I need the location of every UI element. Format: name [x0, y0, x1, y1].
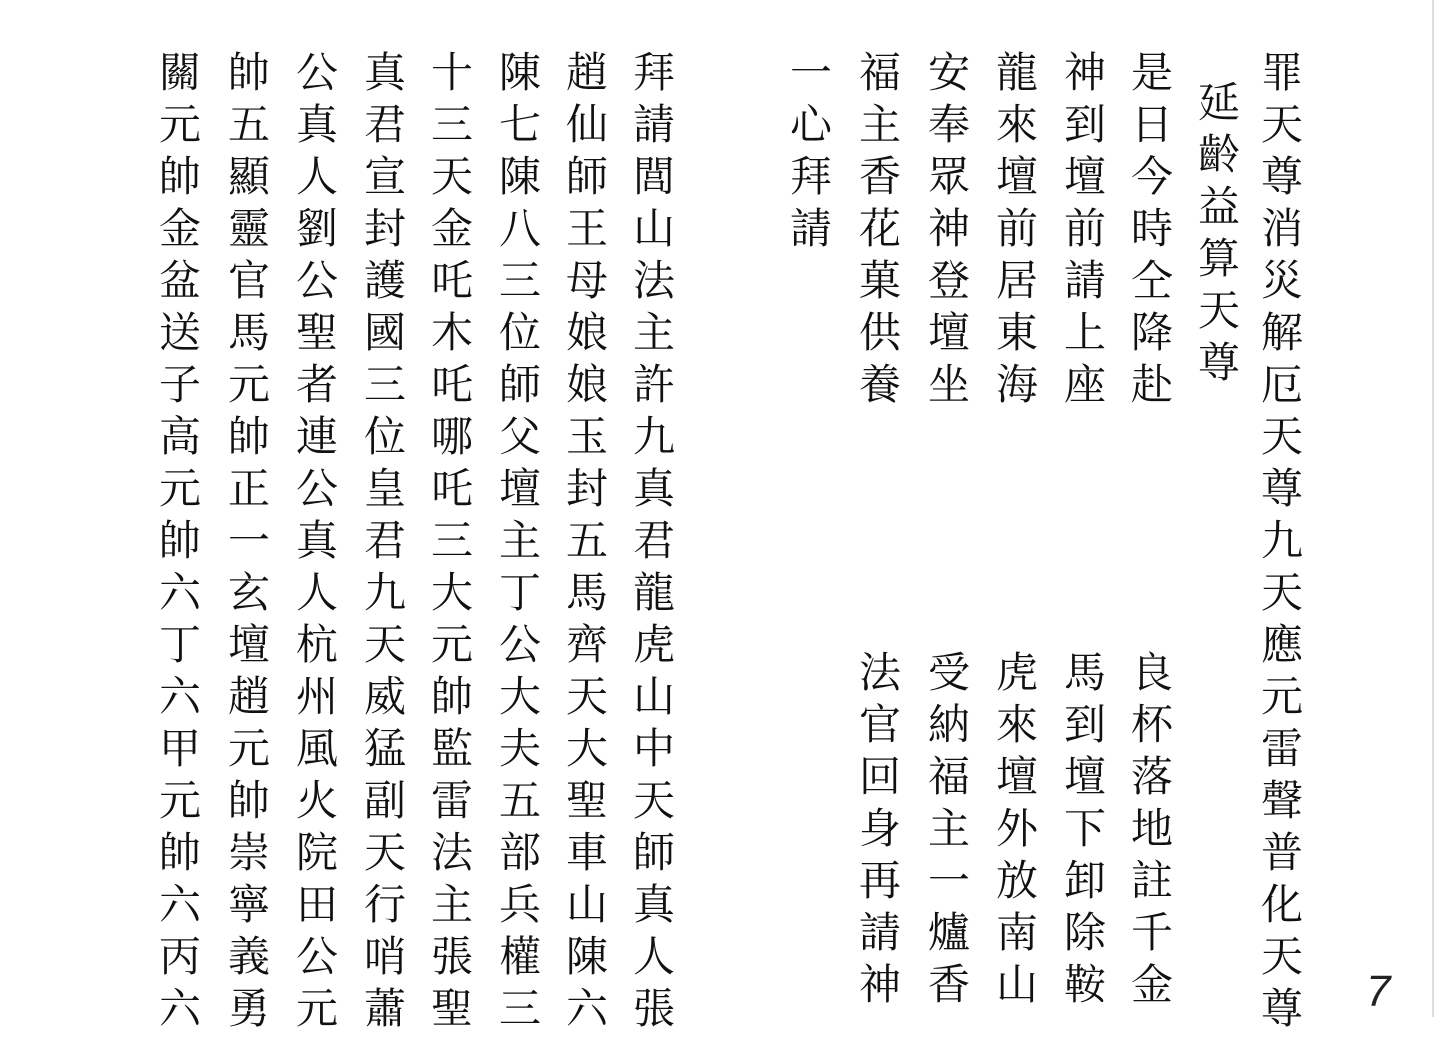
lower-text-column-5: 法官回身再請神	[853, 650, 902, 1014]
text-column-1: 罪天尊消災解厄天尊九天應元雷聲普化天尊	[1255, 50, 1304, 1038]
text-column-16: 關元帥金盆送子高元帥六丁六甲元帥六丙六	[153, 50, 202, 1038]
text-column-6: 安奉眾神登壇坐	[922, 50, 971, 414]
text-column-2: 延齡益算天尊	[1192, 80, 1241, 392]
lower-text-column-4: 受納福主一爐香	[922, 650, 971, 1014]
page-edge-line	[1432, 0, 1434, 1017]
text-column-3: 是日今時仝降赴	[1125, 50, 1174, 414]
text-column-14: 公真人劉公聖者連公真人杭州風火院田公元	[290, 50, 339, 1038]
text-column-10: 趙仙師王母娘娘玉封五馬齊天大聖車山陳六	[560, 50, 609, 1038]
lower-text-column-2: 馬到壇下卸除鞍	[1058, 650, 1107, 1014]
text-column-13: 真君宣封護國三位皇君九天威猛副天行哨蕭	[358, 50, 407, 1038]
text-column-12: 十三天金吒木吒哪吒三大元帥監雷法主張聖	[425, 50, 474, 1038]
page-number: 7	[1366, 967, 1391, 1016]
text-column-9: 拜請閭山法主許九真君龍虎山中天師真人張	[627, 50, 676, 1038]
text-column-15: 帥五顯靈官馬元帥正一玄壇趙元帥崇寧義勇	[222, 50, 271, 1038]
text-column-7: 福主香花菓供養	[853, 50, 902, 414]
text-column-11: 陳七陳八三位師父壇主丁公大夫五部兵權三	[493, 50, 542, 1038]
text-column-5: 龍來壇前居東海	[990, 50, 1039, 414]
lower-text-column-3: 虎來壇外放南山	[990, 650, 1039, 1014]
text-column-4: 神到壇前請上座	[1058, 50, 1107, 414]
lower-text-column-1: 良杯落地註千金	[1125, 650, 1174, 1014]
text-column-8: 一心拜請	[784, 50, 833, 258]
